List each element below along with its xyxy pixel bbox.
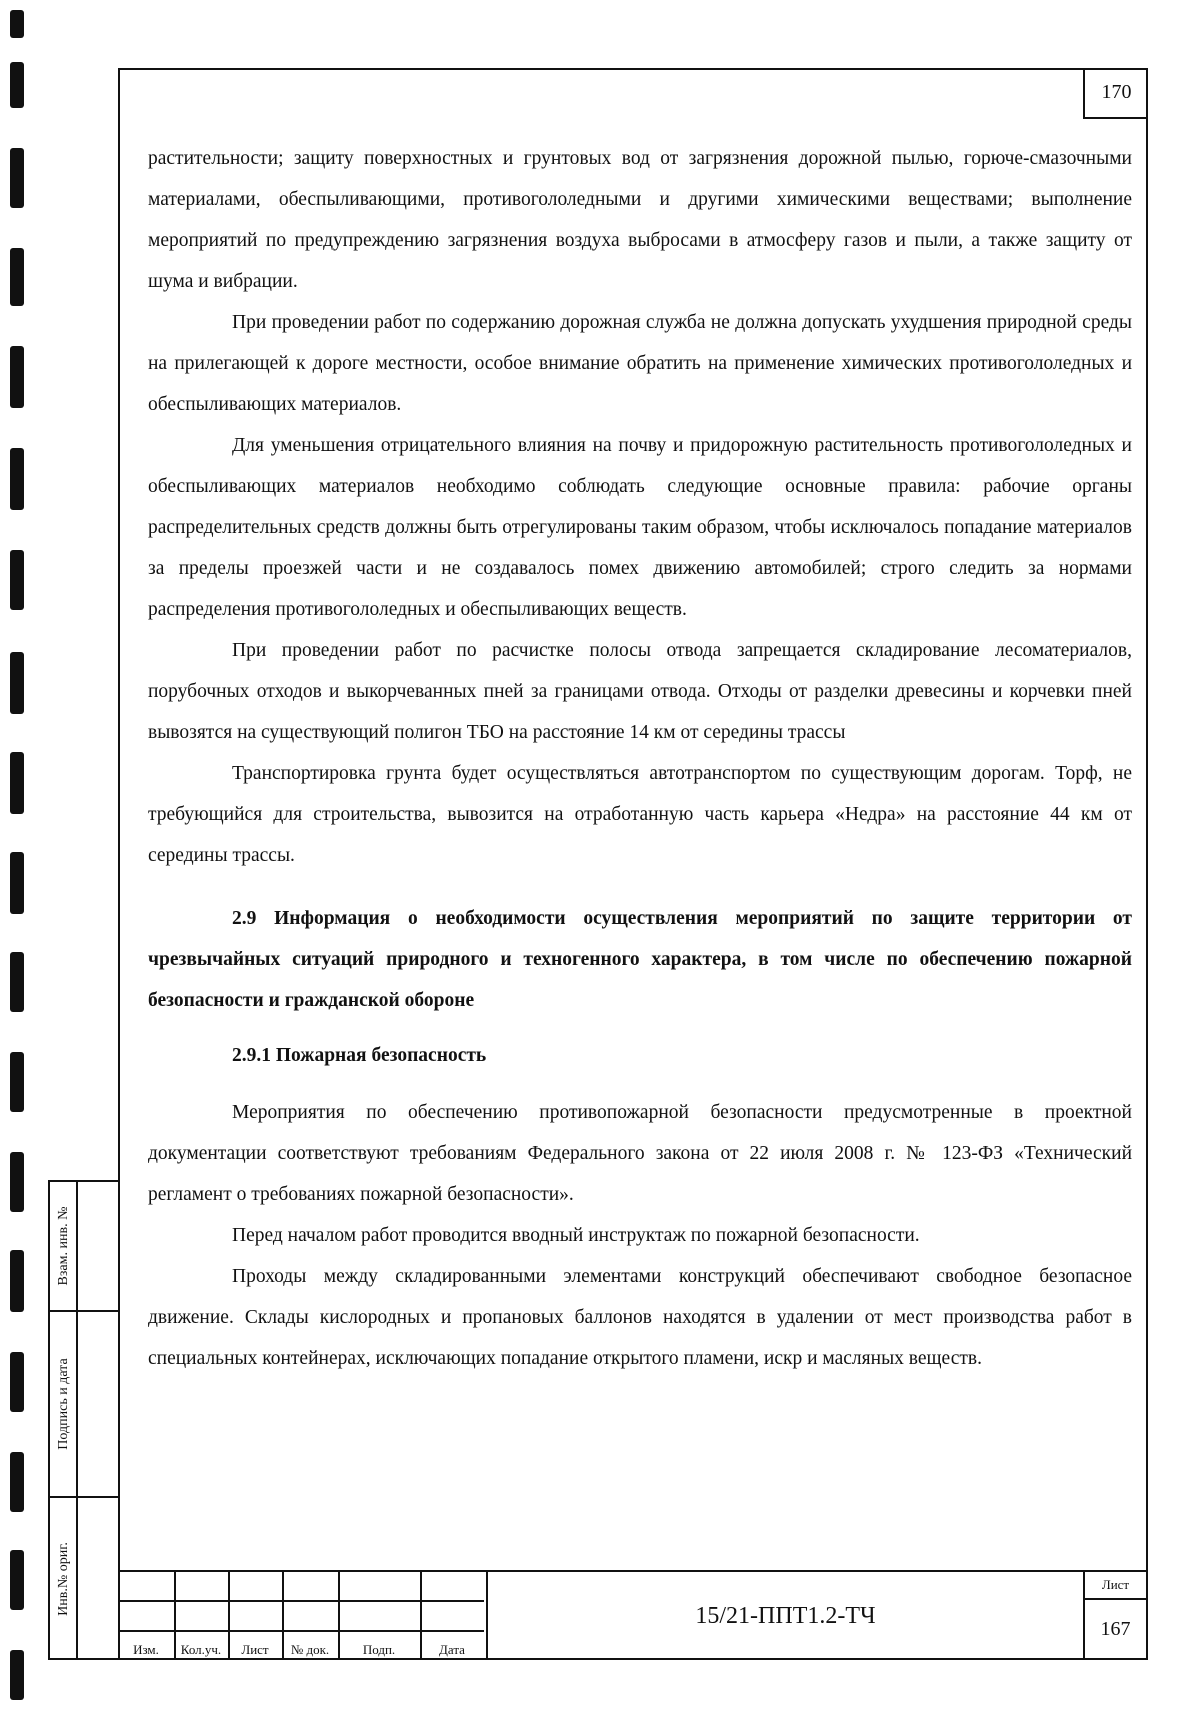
column-label: Дата	[439, 1642, 465, 1657]
paragraph: Транспортировка грунта будет осуществляться автотранспортом по существующим дорогам. Торф, не требующийся для строительства, вывозится на отработанную часть карьера «Недра» на расстояние 44 км от середины трассы.	[148, 763, 1132, 866]
sheet-number: 167	[1100, 1618, 1131, 1640]
side-stamp	[48, 1180, 118, 1660]
stamp-cell-inv-orig	[50, 1498, 118, 1660]
section-heading: 2.9 Информация о необходимости осуществления мероприятий по защите территории от чрезвычайных ситуаций природного и техногенного характера, в том числе по обеспечению пожарной безопасности и гражданской обороне	[148, 908, 1132, 1011]
column-label: Изм.	[133, 1642, 159, 1657]
column-label: Кол.уч.	[180, 1642, 222, 1657]
top-page-number: 170	[1083, 68, 1148, 119]
paragraph: растительности; защиту поверхностных и грунтовых вод от загрязнения дорожной пылью, горюче-смазочными материалами, обеспыливающими, противогололедными и другими химическими веществами; выполнение мероприятий по предупреждению загрязнения воздуха выбросами в атмосферу газов и пыли, а также защиту от шума и вибрации.	[148, 148, 1132, 292]
paragraph: Для уменьшения отрицательного влияния на почву и придорожную растительность противогололедных и обеспыливающих материалов необходимо соблюдать следующие основные правила: рабочие органы распределительных средств должны быть отрегулированы таким образом, чтобы исключалось попадание материалов за пределы проезжей части и не создавалось помех движению автомобилей; строго следить за нормами распределения противогололедных и обеспыливающих веществ.	[148, 435, 1132, 620]
stamp-label-podpis: Подпись и дата	[56, 1358, 71, 1450]
document-code: 15/21-ППТ1.2-ТЧ	[486, 1572, 1083, 1660]
document-body	[148, 138, 1132, 1379]
stamp-cell-podpis	[50, 1312, 118, 1498]
column-label: № док.	[290, 1642, 330, 1657]
title-block	[118, 1570, 1148, 1660]
paragraph: Перед началом работ проводится вводный инструктаж по пожарной безопасности.	[232, 1225, 920, 1246]
subsection-heading: 2.9.1 Пожарная безопасность	[232, 1045, 487, 1066]
paragraph: При проведении работ по содержанию дорожная служба не должна допускать ухудшения природной среды на прилегающей к дороге местности, особое внимание обратить на применение химических противогололедных и обеспыливающих материалов.	[148, 312, 1132, 415]
paragraph: Мероприятия по обеспечению противопожарной безопасности предусмотренные в проектной документации соответствуют требованиям Федерального закона от 22 июля 2008 г. № 123-ФЗ «Технический регламент о требованиях пожарной безопасности».	[148, 1102, 1132, 1205]
sheet-label: Лист	[1085, 1572, 1146, 1600]
stamp-cell-vzam	[50, 1182, 118, 1312]
paragraph: При проведении работ по расчистке полосы отвода запрещается складирование лесоматериалов, порубочных отходов и выкорчеванных пней за границами отвода. Отходы от разделки древесины и корчевки пней вывозятся на существующий полигон ТБО на расстояние 14 км от середины трассы	[148, 640, 1132, 743]
revision-grid	[118, 1572, 484, 1660]
column-label: Лист	[241, 1642, 269, 1657]
sheet-box	[1083, 1572, 1146, 1660]
binding-marks	[0, 0, 40, 1710]
column-label: Подп.	[362, 1642, 396, 1657]
stamp-label-vzam: Взам. инв. №	[56, 1206, 71, 1286]
paragraph: Проходы между складированными элементами конструкций обеспечивают свободное безопасное движение. Склады кислородных и пропановых баллонов находятся в удалении от мест производства работ в специальных контейнерах, исключающих попадание открытого пламени, искр и масляных веществ.	[148, 1266, 1132, 1369]
stamp-label-inv-orig: Инв.№ ориг.	[56, 1542, 71, 1616]
